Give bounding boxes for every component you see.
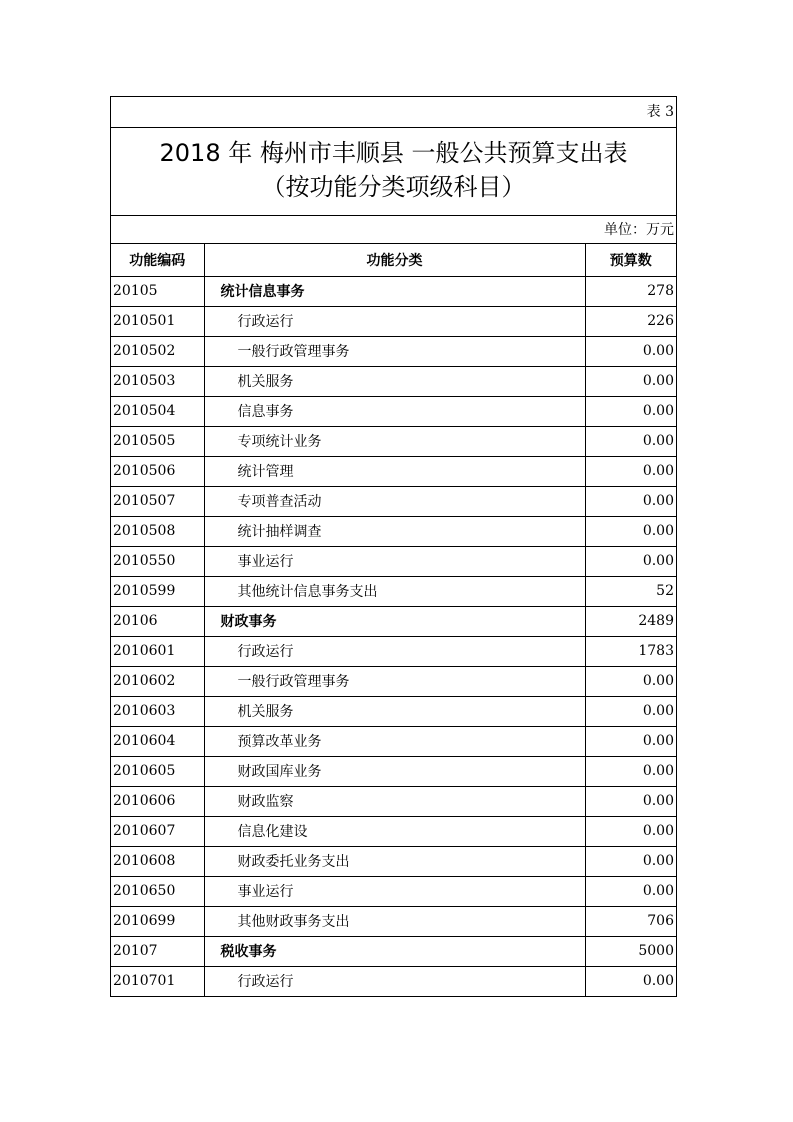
table-number: 表 3: [111, 97, 676, 128]
row-code: 2010502: [111, 336, 204, 366]
table-row: [111, 936, 676, 966]
table-row: [111, 336, 676, 366]
row-code: 2010503: [111, 366, 204, 396]
row-item-name: 财政监察: [204, 786, 585, 816]
row-item-name: 专项普查活动: [204, 486, 585, 516]
row-amount: 0.00: [585, 966, 676, 996]
row-category-name: 税收事务: [204, 936, 585, 966]
row-amount: 2489: [585, 606, 676, 636]
row-item-name: 一般行政管理事务: [204, 666, 585, 696]
row-amount: 0.00: [585, 666, 676, 696]
row-amount: 0.00: [585, 726, 676, 756]
row-code: 2010602: [111, 666, 204, 696]
table-row: [111, 636, 676, 666]
row-category-name: 统计信息事务: [204, 276, 585, 306]
row-code: 2010701: [111, 966, 204, 996]
row-item-name: 信息事务: [204, 396, 585, 426]
row-amount: 0.00: [585, 876, 676, 906]
row-item-name: 行政运行: [204, 636, 585, 666]
row-code: 2010601: [111, 636, 204, 666]
row-amount: 0.00: [585, 366, 676, 396]
table-row: [111, 696, 676, 726]
row-code: 20105: [111, 276, 204, 306]
row-item-name: 专项统计业务: [204, 426, 585, 456]
row-item-name: 事业运行: [204, 876, 585, 906]
row-code: 2010603: [111, 696, 204, 726]
row-code: 2010507: [111, 486, 204, 516]
row-amount: 52: [585, 576, 676, 606]
row-item-name: 机关服务: [204, 366, 585, 396]
row-amount: 0.00: [585, 426, 676, 456]
row-amount: 0.00: [585, 786, 676, 816]
table-row: [111, 876, 676, 906]
row-amount: 0.00: [585, 516, 676, 546]
row-code: 2010599: [111, 576, 204, 606]
table-row: [111, 306, 676, 336]
row-code: 2010605: [111, 756, 204, 786]
row-item-name: 一般行政管理事务: [204, 336, 585, 366]
row-code: 2010506: [111, 456, 204, 486]
row-code: 2010508: [111, 516, 204, 546]
header-code: 功能编码: [111, 244, 204, 276]
row-code: 20106: [111, 606, 204, 636]
row-amount: 5000: [585, 936, 676, 966]
row-item-name: 其他财政事务支出: [204, 906, 585, 936]
row-item-name: 财政国库业务: [204, 756, 585, 786]
table-row: [111, 786, 676, 816]
table-row: [111, 396, 676, 426]
row-code: 2010607: [111, 816, 204, 846]
table-row: [111, 606, 676, 636]
page-title: 2018 年 梅州市丰顺县 一般公共预算支出表: [159, 139, 628, 167]
table-row: [111, 966, 676, 996]
budget-table: [111, 244, 676, 996]
row-amount: 1783: [585, 636, 676, 666]
row-item-name: 预算改革业务: [204, 726, 585, 756]
page-subtitle: （按功能分类项级科目）: [261, 173, 526, 201]
table-row: [111, 666, 676, 696]
row-item-name: 机关服务: [204, 696, 585, 726]
row-item-name: 其他统计信息事务支出: [204, 576, 585, 606]
row-code: 20107: [111, 936, 204, 966]
table-row: [111, 906, 676, 936]
row-code: 2010505: [111, 426, 204, 456]
row-amount: 278: [585, 276, 676, 306]
row-amount: 0.00: [585, 756, 676, 786]
row-item-name: 行政运行: [204, 306, 585, 336]
row-code: 2010504: [111, 396, 204, 426]
row-amount: 226: [585, 306, 676, 336]
table-row: [111, 276, 676, 306]
header-amount: 预算数: [609, 252, 652, 269]
table-row: [111, 576, 676, 606]
row-code: 2010604: [111, 726, 204, 756]
row-amount: 706: [585, 906, 676, 936]
row-item-name: 统计管理: [204, 456, 585, 486]
row-amount: 0.00: [585, 486, 676, 516]
row-code: 2010699: [111, 906, 204, 936]
row-category-name: 财政事务: [204, 606, 585, 636]
row-amount: 0.00: [585, 336, 676, 366]
row-item-name: 统计抽样调查: [204, 516, 585, 546]
header-row: [111, 244, 676, 276]
header-name: 功能分类: [204, 244, 585, 276]
row-code: 2010650: [111, 876, 204, 906]
unit-label: 单位：万元: [111, 216, 676, 244]
table-row: [111, 516, 676, 546]
row-amount: 0.00: [585, 696, 676, 726]
row-item-name: 行政运行: [204, 966, 585, 996]
row-code: 2010606: [111, 786, 204, 816]
row-amount: 0.00: [585, 396, 676, 426]
row-amount: 0.00: [585, 846, 676, 876]
row-code: 2010501: [111, 306, 204, 336]
row-item-name: 事业运行: [204, 546, 585, 576]
table-row: [111, 546, 676, 576]
table-row: [111, 756, 676, 786]
table-row: [111, 726, 676, 756]
table-row: [111, 486, 676, 516]
row-amount: 0.00: [585, 456, 676, 486]
title-block: [111, 128, 676, 216]
table-row: [111, 846, 676, 876]
row-amount: 0.00: [585, 546, 676, 576]
table-row: [111, 366, 676, 396]
table-row: [111, 426, 676, 456]
row-code: 2010608: [111, 846, 204, 876]
row-amount: 0.00: [585, 816, 676, 846]
row-code: 2010550: [111, 546, 204, 576]
row-item-name: 信息化建设: [204, 816, 585, 846]
table-row: [111, 456, 676, 486]
row-item-name: 财政委托业务支出: [204, 846, 585, 876]
table-row: [111, 816, 676, 846]
budget-sheet: [110, 96, 677, 997]
